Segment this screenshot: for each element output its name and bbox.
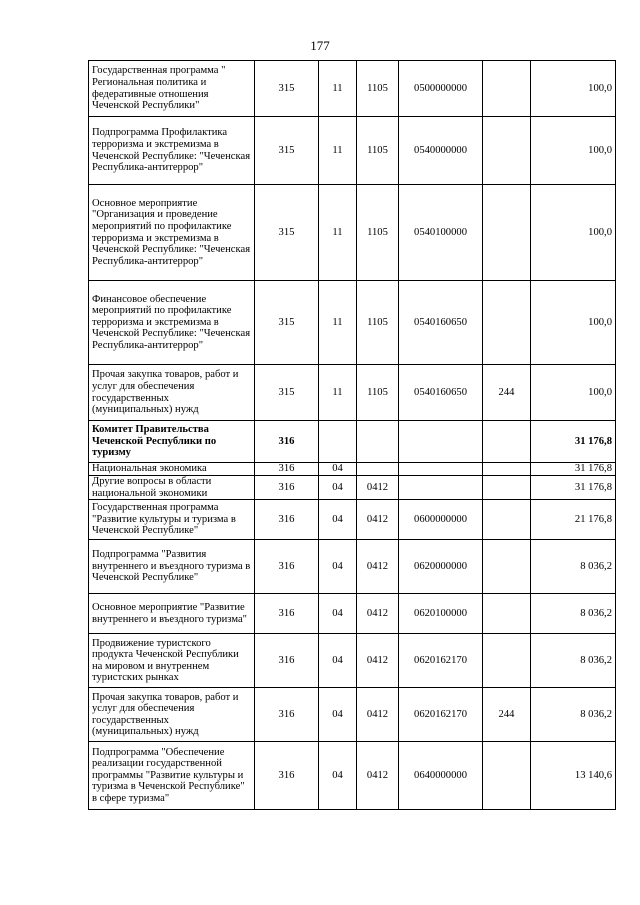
table-row xyxy=(89,540,616,594)
expense-type-cell xyxy=(483,185,531,281)
subsection-code-cell: 1105 xyxy=(357,281,399,365)
subsection-code-cell: 0412 xyxy=(357,634,399,688)
item-name-cell: Подпрограмма "Развития внутреннего и въездного туризма в Чеченской Республике" xyxy=(89,540,255,594)
budget-table xyxy=(88,60,616,810)
target-article-cell: 0640000000 xyxy=(399,742,483,810)
item-name-cell: Продвижение туристского продукта Чеченской Республики на мировом и внутреннем туристских рынках xyxy=(89,634,255,688)
amount-cell: 8 036,2 xyxy=(531,594,616,634)
target-article-cell: 0500000000 xyxy=(399,61,483,117)
section-code-cell: 04 xyxy=(319,476,357,500)
expense-type-cell xyxy=(483,281,531,365)
target-article-cell: 0540160650 xyxy=(399,281,483,365)
expense-type-cell xyxy=(483,463,531,476)
section-code-cell: 04 xyxy=(319,634,357,688)
target-article-cell: 0540100000 xyxy=(399,185,483,281)
target-article-cell xyxy=(399,463,483,476)
grbs-code-cell: 316 xyxy=(255,634,319,688)
item-name-cell: Подпрограмма Профилактика терроризма и экстремизма в Чеченской Республике: "Чеченская Республика-антитеррор" xyxy=(89,117,255,185)
section-code-cell: 04 xyxy=(319,594,357,634)
page-number: 177 xyxy=(310,38,330,53)
section-code-cell: 11 xyxy=(319,281,357,365)
amount-cell: 21 176,8 xyxy=(531,500,616,540)
section-code-cell: 11 xyxy=(319,185,357,281)
amount-cell: 8 036,2 xyxy=(531,540,616,594)
grbs-code-cell: 316 xyxy=(255,742,319,810)
item-name-cell: Основное мероприятие "Развитие внутреннего и въездного туризма" xyxy=(89,594,255,634)
table-row xyxy=(89,634,616,688)
section-code-cell: 04 xyxy=(319,463,357,476)
item-name-cell: Национальная экономика xyxy=(89,463,255,476)
amount-cell: 100,0 xyxy=(531,281,616,365)
item-name-cell: Финансовое обеспечение мероприятий по профилактике терроризма и экстремизма в Чеченской Республике: "Чеченская Республика-антитеррор" xyxy=(89,281,255,365)
expense-type-cell: 244 xyxy=(483,688,531,742)
subsection-code-cell: 1105 xyxy=(357,61,399,117)
expense-type-cell xyxy=(483,117,531,185)
subsection-code-cell: 0412 xyxy=(357,742,399,810)
grbs-code-cell: 315 xyxy=(255,365,319,421)
expense-type-cell: 244 xyxy=(483,365,531,421)
subsection-code-cell xyxy=(357,421,399,463)
item-name-cell: Подпрограмма "Обеспечение реализации государственной программы "Развитие культуры и туризма в Чеченской Республике" в сфере туризма" xyxy=(89,742,255,810)
amount-cell: 100,0 xyxy=(531,365,616,421)
table-row xyxy=(89,61,616,117)
amount-cell: 100,0 xyxy=(531,185,616,281)
table-row xyxy=(89,365,616,421)
grbs-code-cell: 316 xyxy=(255,421,319,463)
item-name-cell: Прочая закупка товаров, работ и услуг для обеспечения государственных (муниципальных) нужд xyxy=(89,365,255,421)
grbs-code-cell: 316 xyxy=(255,688,319,742)
target-article-cell: 0620162170 xyxy=(399,688,483,742)
target-article-cell: 0540160650 xyxy=(399,365,483,421)
expense-type-cell xyxy=(483,634,531,688)
grbs-code-cell: 315 xyxy=(255,61,319,117)
target-article-cell: 0620100000 xyxy=(399,594,483,634)
expense-type-cell xyxy=(483,61,531,117)
amount-cell: 13 140,6 xyxy=(531,742,616,810)
item-name-cell: Другие вопросы в области национальной экономики xyxy=(89,476,255,500)
section-code-cell xyxy=(319,421,357,463)
grbs-code-cell: 316 xyxy=(255,463,319,476)
amount-cell: 100,0 xyxy=(531,61,616,117)
target-article-cell: 0540000000 xyxy=(399,117,483,185)
target-article-cell xyxy=(399,421,483,463)
subsection-code-cell: 0412 xyxy=(357,688,399,742)
target-article-cell xyxy=(399,476,483,500)
grbs-code-cell: 316 xyxy=(255,594,319,634)
subsection-code-cell: 0412 xyxy=(357,540,399,594)
amount-cell: 31 176,8 xyxy=(531,476,616,500)
table-row xyxy=(89,185,616,281)
amount-cell: 8 036,2 xyxy=(531,688,616,742)
section-code-cell: 11 xyxy=(319,117,357,185)
subsection-code-cell: 0412 xyxy=(357,594,399,634)
amount-cell: 8 036,2 xyxy=(531,634,616,688)
target-article-cell: 0600000000 xyxy=(399,500,483,540)
grbs-code-cell: 316 xyxy=(255,476,319,500)
expense-type-cell xyxy=(483,421,531,463)
amount-cell: 31 176,8 xyxy=(531,421,616,463)
grbs-code-cell: 315 xyxy=(255,185,319,281)
subsection-code-cell: 1105 xyxy=(357,365,399,421)
subsection-code-cell: 1105 xyxy=(357,185,399,281)
item-name-cell: Комитет Правительства Чеченской Республики по туризму xyxy=(89,421,255,463)
subsection-code-cell: 1105 xyxy=(357,117,399,185)
item-name-cell: Государственная программа " Региональная политика и федеративные отношения Чеченской Республики" xyxy=(89,61,255,117)
item-name-cell: Государственная программа "Развитие культуры и туризма в Чеченской Республике" xyxy=(89,500,255,540)
expense-type-cell xyxy=(483,500,531,540)
table-row xyxy=(89,281,616,365)
item-name-cell: Прочая закупка товаров, работ и услуг для обеспечения государственных (муниципальных) нужд xyxy=(89,688,255,742)
expense-type-cell xyxy=(483,594,531,634)
section-code-cell: 04 xyxy=(319,540,357,594)
subsection-code-cell xyxy=(357,463,399,476)
table-row xyxy=(89,476,616,500)
target-article-cell: 0620000000 xyxy=(399,540,483,594)
subsection-code-cell: 0412 xyxy=(357,500,399,540)
subsection-code-cell: 0412 xyxy=(357,476,399,500)
table-row xyxy=(89,500,616,540)
table-body xyxy=(89,61,616,810)
table-row xyxy=(89,421,616,463)
section-code-cell: 11 xyxy=(319,365,357,421)
section-code-cell: 04 xyxy=(319,742,357,810)
expense-type-cell xyxy=(483,540,531,594)
section-code-cell: 04 xyxy=(319,688,357,742)
expense-type-cell xyxy=(483,476,531,500)
table-row xyxy=(89,742,616,810)
expense-type-cell xyxy=(483,742,531,810)
grbs-code-cell: 316 xyxy=(255,500,319,540)
grbs-code-cell: 315 xyxy=(255,117,319,185)
item-name-cell: Основное мероприятие "Организация и проведение мероприятий по профилактике терроризма и экстремизма в Чеченской Республике: "Чеченская Республика-антитеррор" xyxy=(89,185,255,281)
section-code-cell: 11 xyxy=(319,61,357,117)
table-row xyxy=(89,117,616,185)
table-row xyxy=(89,594,616,634)
table-row xyxy=(89,688,616,742)
grbs-code-cell: 316 xyxy=(255,540,319,594)
table-row xyxy=(89,463,616,476)
amount-cell: 100,0 xyxy=(531,117,616,185)
grbs-code-cell: 315 xyxy=(255,281,319,365)
section-code-cell: 04 xyxy=(319,500,357,540)
target-article-cell: 0620162170 xyxy=(399,634,483,688)
amount-cell: 31 176,8 xyxy=(531,463,616,476)
